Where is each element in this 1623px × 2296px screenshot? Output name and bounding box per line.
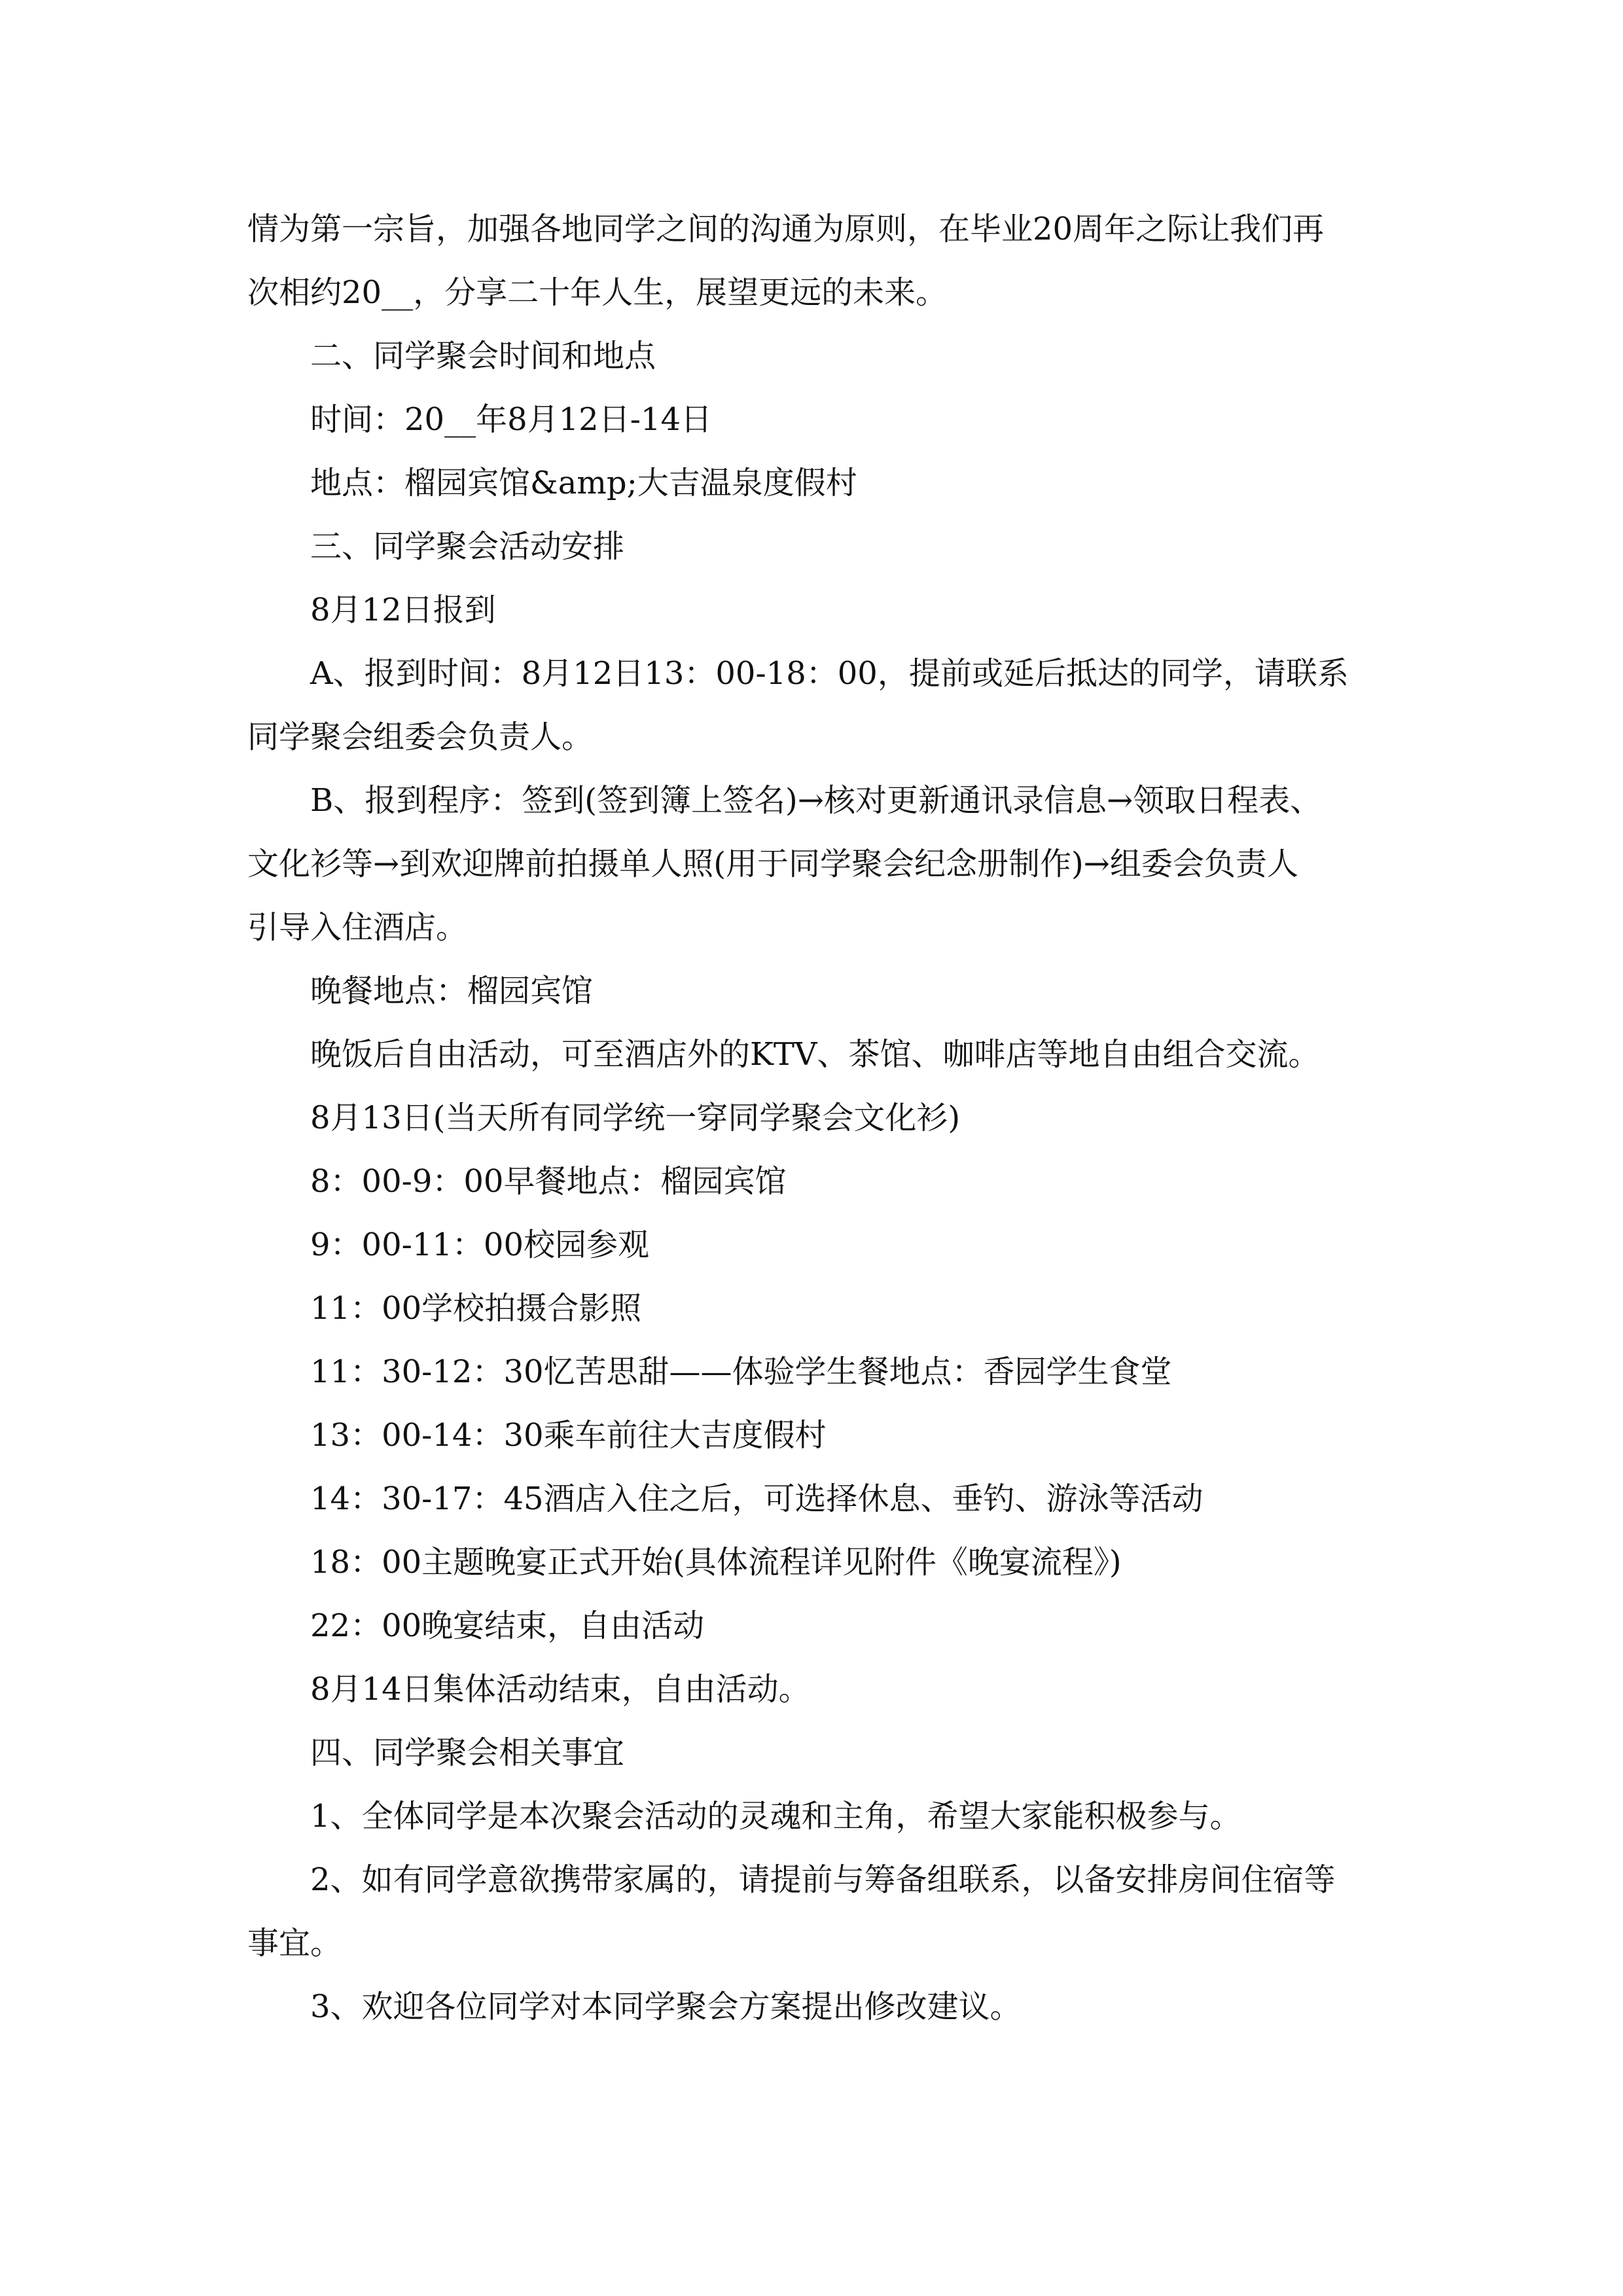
paragraph-line: 8：00-9：00早餐地点：榴园宾馆 [310,1163,787,1200]
paragraph-line: 8月13日(当天所有同学统一穿同学聚会文化衫) [310,1100,961,1136]
paragraph-line: 13：00-14：30乘车前往大吉度假村 [310,1417,827,1454]
paragraph-line: 次相约20__，分享二十年人生，展望更远的未来。 [247,274,948,311]
paragraph-line: 时间：20__年8月12日-14日 [310,401,712,438]
paragraph-line: 9：00-11：00校园参观 [310,1227,649,1263]
paragraph-line: 同学聚会组委会负责人。 [247,719,594,755]
paragraph-line: 三、同学聚会活动安排 [310,528,625,565]
paragraph-line: 14：30-17：45酒店入住之后，可选择休息、垂钓、游泳等活动 [310,1480,1204,1517]
paragraph-line: 事宜。 [247,1925,342,1962]
paragraph-line: 四、同学聚会相关事宜 [310,1734,625,1771]
paragraph-line: 11：30-12：30忆苦思甜——体验学生餐地点：香园学生食堂 [310,1354,1172,1390]
paragraph-line: 22：00晚宴结束，自由活动 [310,1607,705,1644]
paragraph-line: 文化衫等→到欢迎牌前拍摄单人照(用于同学聚会纪念册制作)→组委会负责人 [247,846,1298,882]
paragraph-line: 引导入住酒店。 [247,909,468,946]
paragraph-line: A、报到时间：8月12日13：00-18：00，提前或延后抵达的同学，请联系 [310,655,1349,692]
paragraph-line: B、报到程序：签到(签到簿上签名)→核对更新通讯录信息→领取日程表、 [310,782,1322,819]
paragraph-line: 8月12日报到 [310,592,496,628]
paragraph-line: 地点：榴园宾馆&amp;大吉温泉度假村 [310,465,857,501]
paragraph-line: 18：00主题晚宴正式开始(具体流程详见附件《晚宴流程》) [310,1544,1122,1581]
paragraph-line: 情为第一宗旨，加强各地同学之间的沟通为原则，在毕业20周年之际让我们再 [247,211,1325,247]
paragraph-line: 晚饭后自由活动，可至酒店外的KTV、茶馆、咖啡店等地自由组合交流。 [310,1036,1320,1073]
paragraph-line: 二、同学聚会时间和地点 [310,338,656,374]
paragraph-line: 3、欢迎各位同学对本同学聚会方案提出修改建议。 [310,1988,1022,2025]
paragraph-line: 2、如有同学意欲携带家属的，请提前与筹备组联系，以备安排房间住宿等 [310,1861,1336,1898]
paragraph-line: 8月14日集体活动结束，自由活动。 [310,1671,810,1708]
paragraph-line: 11：00学校拍摄合影照 [310,1290,642,1327]
paragraph-line: 晚餐地点：榴园宾馆 [310,973,594,1009]
paragraph-line: 1、全体同学是本次聚会活动的灵魂和主角，希望大家能积极参与。 [310,1798,1241,1835]
document-body [247,198,1380,2039]
